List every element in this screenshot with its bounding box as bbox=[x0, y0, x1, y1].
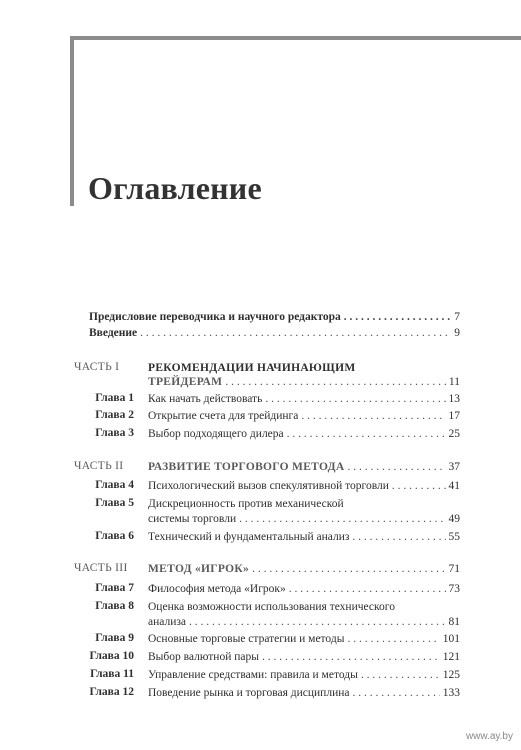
chapter-label: Глава 5 bbox=[95, 497, 134, 509]
toc-entry-text: Дискреционность против механической bbox=[148, 498, 344, 510]
toc-entry-text: Введение bbox=[89, 327, 138, 339]
page-title: Оглавление bbox=[88, 170, 262, 206]
toc-entry-chapter: Выбор подходящего дилера . . . 25 bbox=[148, 427, 460, 441]
toc-entry-page: 9 bbox=[454, 327, 460, 339]
toc-entry-chapter: Философия метода «Игрок» . . . 73 bbox=[148, 582, 460, 596]
toc-entry-chapter: Основные торговые стратегии и методы . . . 101 bbox=[148, 632, 460, 646]
chapter-label: Глава 2 bbox=[95, 409, 134, 421]
toc-entry-chapter: системы торговли . . . 49 bbox=[148, 512, 460, 526]
toc-entry-chapter: анализа . . . 81 bbox=[148, 615, 460, 629]
toc-entry-chapter: Открытие счета для трейдинга . . . 17 bbox=[148, 409, 460, 423]
toc-entry-chapter: Поведение рынка и торговая дисциплина . . . 133 bbox=[148, 686, 460, 700]
toc-entry-page: 11 bbox=[448, 376, 460, 388]
chapter-label: Глава 9 bbox=[95, 632, 134, 644]
chapter-label: Глава 8 bbox=[95, 600, 134, 612]
toc-entry-chapter: Выбор валютной пары . . . 121 bbox=[148, 650, 460, 664]
part-label: ЧАСТЬ II bbox=[74, 460, 124, 472]
toc-entry-chapter: Как начать действовать . . . 13 bbox=[148, 392, 460, 406]
part-title-line: ТРЕЙДЕРАМ . . . 11 bbox=[148, 375, 460, 389]
toc-entry-preface bbox=[89, 310, 460, 324]
toc-entry-chapter: Психологический вызов спекулятивной торговли . . . 41 bbox=[148, 479, 460, 493]
part-title-line: РАЗВИТИЕ ТОРГОВОГО МЕТОДА . . . 37 bbox=[148, 460, 460, 474]
toc-entry-page: 7 bbox=[454, 311, 460, 323]
part-title-line: МЕТОД «ИГРОК» . . . 71 bbox=[148, 562, 460, 576]
toc-entry-chapter: Управление средствами: правила и методы . . . 125 bbox=[148, 668, 460, 682]
left-rule bbox=[70, 36, 74, 206]
chapter-label: Глава 3 bbox=[95, 427, 134, 439]
chapter-label: Глава 4 bbox=[95, 479, 134, 491]
chapter-label: Глава 7 bbox=[95, 582, 134, 594]
chapter-label: Глава 11 bbox=[90, 668, 134, 680]
toc-entry-text: Оценка возможности использования технического bbox=[148, 601, 395, 613]
top-rule bbox=[70, 36, 521, 40]
chapter-label: Глава 12 bbox=[89, 686, 134, 698]
chapter-label: Глава 6 bbox=[95, 530, 134, 542]
toc-entry-text: Предисловие переводчика и научного редактора bbox=[89, 311, 341, 323]
part-label: ЧАСТЬ I bbox=[74, 361, 120, 373]
toc-entry-introduction bbox=[89, 326, 460, 340]
part-label: ЧАСТЬ III bbox=[74, 562, 128, 574]
chapter-label: Глава 1 bbox=[95, 392, 134, 404]
chapter-label: Глава 10 bbox=[89, 650, 134, 662]
watermark: www.ay.by bbox=[465, 731, 513, 742]
part-title: РЕКОМЕНДАЦИИ НАЧИНАЮЩИМ bbox=[148, 362, 356, 374]
toc-entry-chapter: Технический и фундаментальный анализ . . . 55 bbox=[148, 530, 460, 544]
